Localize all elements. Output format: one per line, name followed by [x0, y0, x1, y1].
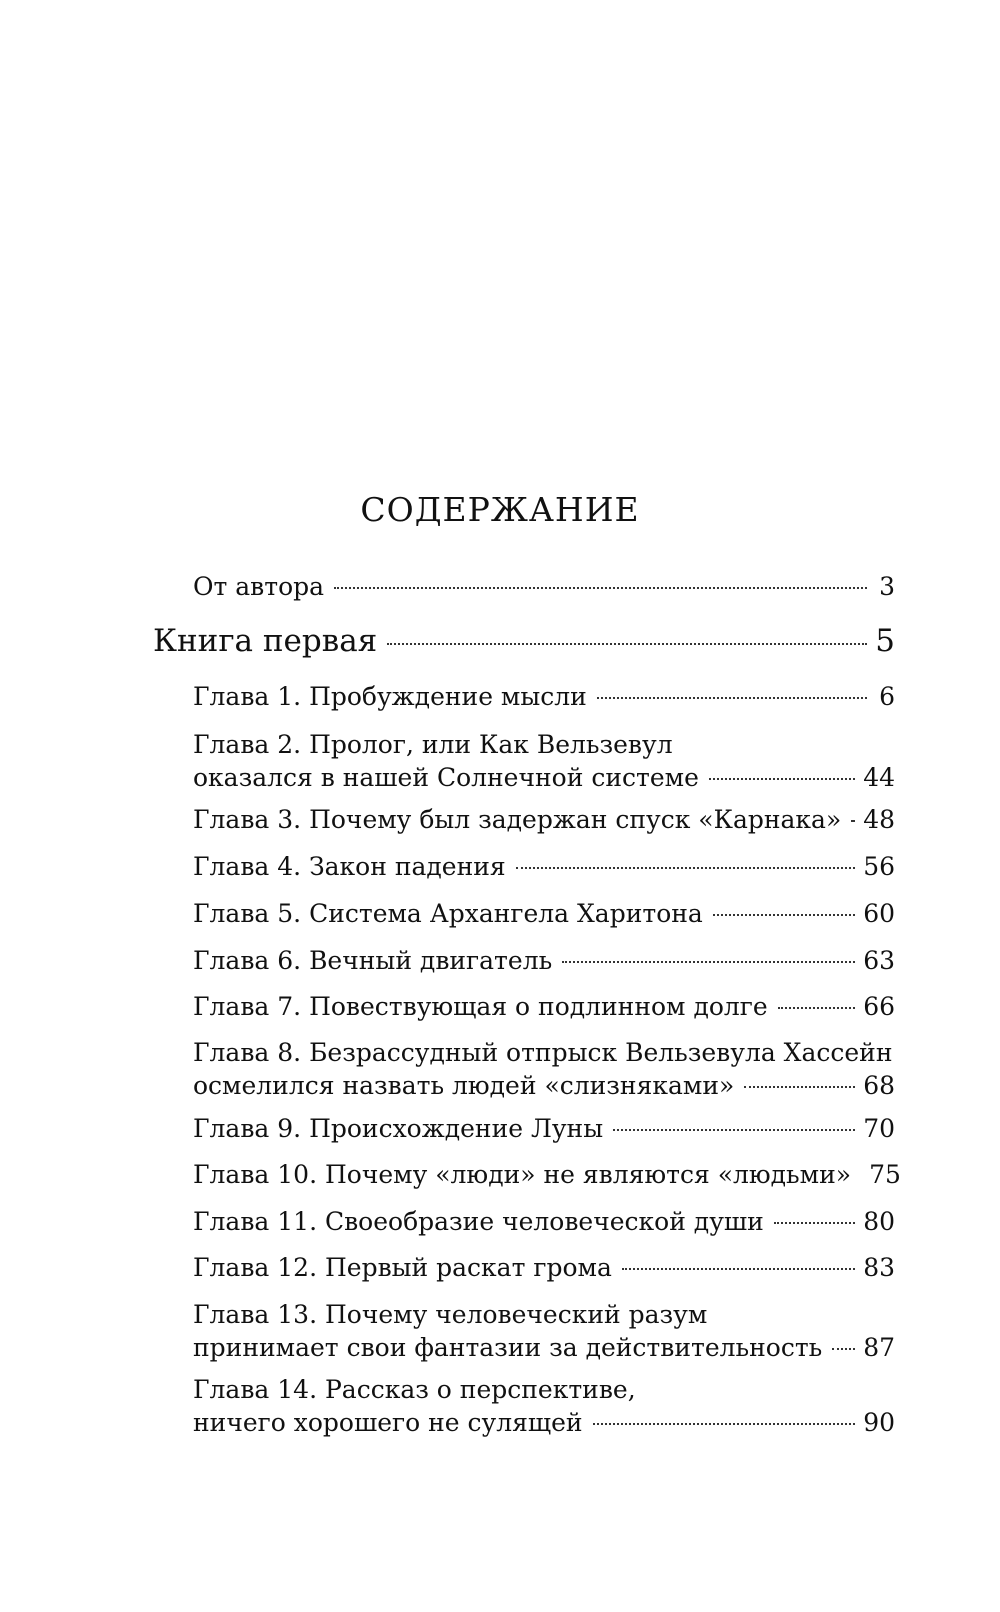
toc-entry-text: принимает свои фантазии за действительность [193, 1333, 823, 1362]
toc-page-number: 90 [863, 1408, 895, 1437]
toc-page-number: 83 [863, 1253, 895, 1282]
leader-dots [744, 1086, 855, 1088]
toc-entry-chapter[interactable] [193, 1205, 895, 1238]
leader-dots [622, 1268, 855, 1270]
toc-entry-text: Глава 10. Почему «люди» не являются «людьми» [193, 1160, 852, 1189]
toc-page-number: 6 [879, 682, 895, 711]
toc-entry-chapter[interactable] [193, 680, 895, 713]
leader-dots [597, 697, 867, 699]
toc-page-number: 75 [869, 1160, 901, 1189]
toc-entry-first-line: Глава 13. Почему человеческий разум [193, 1300, 708, 1329]
toc-entry-text: ничего хорошего не сулящей [193, 1408, 583, 1437]
toc-page-number: 56 [863, 852, 895, 881]
toc-entry-text: Глава 12. Первый раскат грома [193, 1253, 612, 1282]
toc-entry-chapter[interactable] [193, 897, 895, 930]
toc-page-number: 3 [879, 572, 895, 601]
toc-page-number: 68 [863, 1071, 895, 1100]
toc-page-number: 5 [875, 623, 895, 659]
toc-entry-chapter[interactable] [193, 728, 895, 794]
toc-entry-text: Глава 4. Закон падения [193, 852, 506, 881]
toc-entry-text: Глава 9. Происхождение Луны [193, 1114, 604, 1143]
toc-entry-book[interactable] [153, 622, 895, 660]
toc-entry-first-line: Глава 2. Пролог, или Как Вельзевул [193, 730, 673, 759]
toc-page-number: 48 [863, 805, 895, 834]
toc-page-number: 60 [863, 899, 895, 928]
toc-page-number: 44 [863, 763, 895, 792]
page-title: СОДЕРЖАНИЕ [360, 490, 640, 529]
toc-entry-text: Глава 7. Повествующая о подлинном долге [193, 992, 768, 1021]
toc-entry-text: Глава 11. Своеобразие человеческой души [193, 1207, 764, 1236]
leader-dots [832, 1348, 855, 1350]
toc-page-number: 70 [863, 1114, 895, 1143]
leader-dots [774, 1222, 855, 1224]
toc-entry-author[interactable] [193, 570, 895, 603]
toc-entry-text: Книга первая [153, 623, 378, 659]
toc-entry-chapter[interactable] [193, 1036, 895, 1102]
toc-entry-chapter[interactable] [193, 944, 895, 977]
toc-entry-chapter[interactable] [193, 1112, 895, 1145]
toc-entry-chapter[interactable] [193, 1158, 901, 1191]
leader-dots [562, 961, 855, 963]
toc-entry-text: От автора [193, 572, 325, 601]
toc-page-number: 87 [863, 1333, 895, 1362]
leader-dots [709, 778, 855, 780]
toc-entry-text: Глава 1. Пробуждение мысли [193, 682, 587, 711]
leader-dots [334, 587, 867, 589]
toc-entry-chapter[interactable] [193, 850, 895, 883]
toc-entry-text: Глава 3. Почему был задержан спуск «Карнака» [193, 805, 842, 834]
toc-entry-chapter[interactable] [193, 990, 895, 1023]
leader-dots [613, 1129, 855, 1131]
leader-dots [593, 1423, 856, 1425]
toc-entry-chapter[interactable] [193, 1298, 895, 1364]
leader-dots [713, 914, 855, 916]
toc-entry-text: осмелился назвать людей «слизняками» [193, 1071, 735, 1100]
toc-entry-first-line: Глава 14. Рассказ о перспективе, [193, 1375, 636, 1404]
toc-page-number: 63 [863, 946, 895, 975]
toc-entry-first-line: Глава 8. Безрассудный отпрыск Вельзевула Хассейн [193, 1038, 893, 1067]
toc-entry-text: Глава 6. Вечный двигатель [193, 946, 553, 975]
toc-entry-chapter[interactable] [193, 1373, 895, 1439]
toc-entry-chapter[interactable] [193, 803, 895, 836]
toc-entry-chapter[interactable] [193, 1251, 895, 1284]
leader-dots [516, 867, 856, 869]
leader-dots [387, 643, 867, 645]
toc-entry-text: Глава 5. Система Архангела Харитона [193, 899, 703, 928]
toc-page-number: 66 [863, 992, 895, 1021]
toc-entry-text: оказался в нашей Солнечной системе [193, 763, 699, 792]
leader-dots [778, 1007, 856, 1009]
toc-page-number: 80 [863, 1207, 895, 1236]
leader-dots [851, 820, 855, 822]
